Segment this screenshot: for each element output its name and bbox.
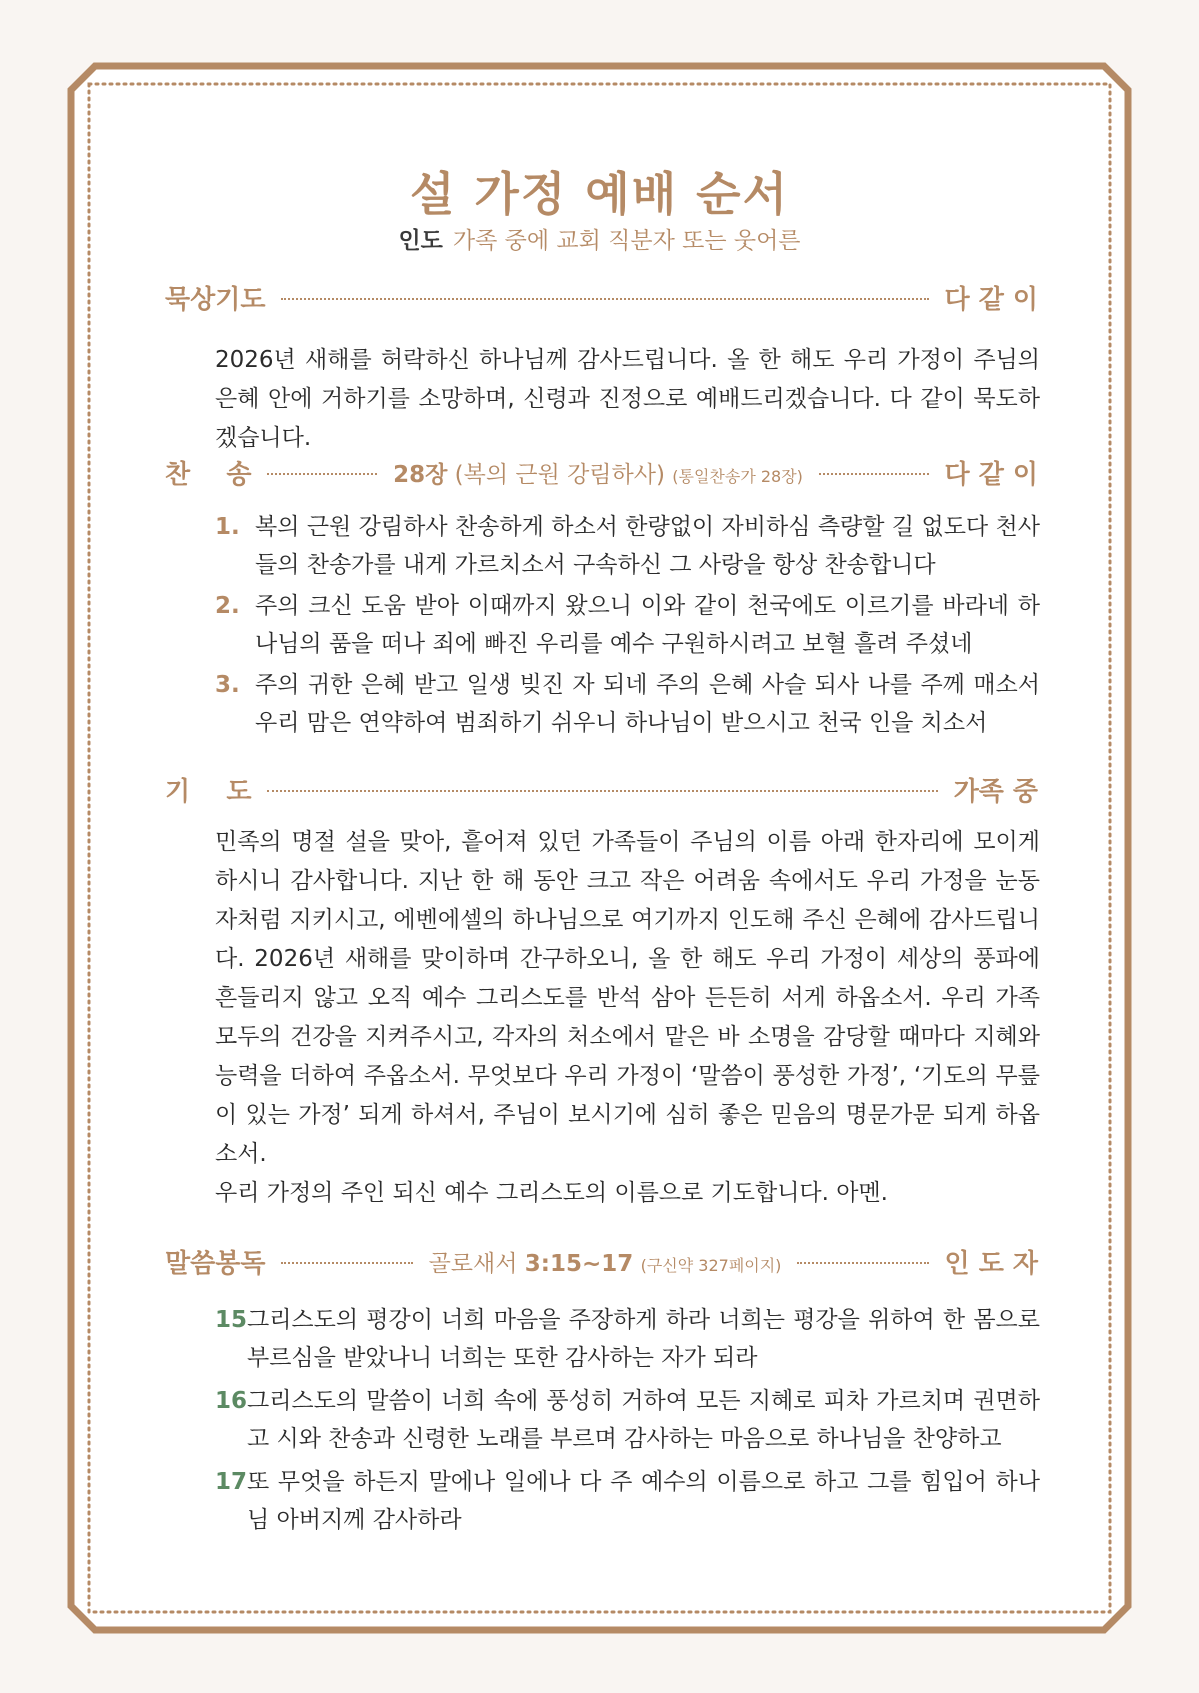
hymn-verse	[215, 587, 1040, 663]
hymn-number: 28장	[393, 461, 448, 488]
section-name: 묵상기도	[165, 284, 266, 315]
section-name: 기 도	[165, 776, 252, 807]
hymn-verse	[215, 666, 1040, 742]
verse-number: 3.	[215, 672, 240, 698]
scripture-verses	[215, 1301, 1040, 1544]
verse-number: 2.	[215, 593, 240, 619]
section-name: 찬 송	[165, 459, 252, 490]
verse-text: 그리스도의 말씀이 너희 속에 풍성히 거하여 모든 지혜로 피차 가르치며 권면하고 시와 찬송과 신령한 노래를 부르며 감사하는 마음으로 하나님을 찬양하고	[247, 1388, 1040, 1452]
dotted-leader	[797, 1262, 928, 1264]
hymn-verse	[215, 508, 1040, 584]
reading-book: 골로새서	[428, 1250, 518, 1277]
dotted-leader	[267, 473, 377, 475]
hymn-unified-number: (통일찬송가 28장)	[672, 466, 803, 486]
verse-number: 16	[215, 1388, 248, 1414]
leader-value: 가족 중에 교회 직분자 또는 웃어른	[452, 228, 801, 254]
reading-page: (구신약 327페이지)	[640, 1255, 782, 1275]
reading-reference: 3:15~17	[524, 1250, 634, 1277]
dotted-leader	[281, 1262, 412, 1264]
dotted-leader	[267, 790, 937, 792]
dotted-leader	[281, 298, 928, 300]
section-prayer-header	[165, 772, 1038, 806]
section-name: 말씀봉독	[165, 1248, 266, 1279]
section-performer: 인 도 자	[944, 1248, 1038, 1279]
reading-info	[429, 1245, 782, 1278]
dotted-leader	[819, 473, 929, 475]
leader-line	[0, 222, 1199, 255]
hymn-verses	[215, 508, 1040, 745]
hymn-title: (복의 근원 강림하사)	[454, 461, 665, 488]
prayer-closing: 우리 가정의 주인 되신 예수 그리스도의 이름으로 기도합니다. 아멘.	[215, 1180, 888, 1206]
hymn-info	[393, 456, 803, 489]
scripture-verse	[215, 1301, 1040, 1377]
leader-label: 인도	[398, 228, 443, 254]
verse-number: 15	[215, 1307, 248, 1333]
verse-text: 주의 크신 도움 받아 이때까지 왔으니 이와 같이 천국에도 이르기를 바라네 하나님의 품을 떠나 죄에 빠진 우리를 예수 구원하시려고 보혈 흘려 주셨네	[255, 593, 1040, 657]
section-performer: 가족 중	[953, 776, 1038, 807]
paragraph: 민족의 명절 설을 맞아, 흩어져 있던 가족들이 주님의 이름 아래 한자리에 모이게 하시니 감사합니다. 지난 한 해 동안 크고 작은 어려움 속에서도 우리 가정을 눈동자처럼 지키시고, 에벤에셀의 하나님으로 여기까지 인도해 주신 은혜에 감사드립니다. 2026년 새해를 맞이하며 간구하오니, 올 한 해도 우리 가정이 세상의 풍파에 흔들리지 않고 오직 예수 그리스도를 반석 삼아 든든히 서게 하옵소서. 우리 가족 모두의 건강을 지켜주시고, 각자의 처소에서 맡은 바 소명을 감당할 때마다 지혜와 능력을 더하여 주옵소서. 무엇보다 우리 가정이 ‘말씀이 풍성한 가정’, ‘기도의 무릎이 있는 가정’ 되게 하셔서, 주님이 보시기에 심히 좋은 믿음의 명문가문 되게 하옵소서.	[215, 829, 1040, 1167]
page-title: 설 가정 예배 순서	[409, 167, 790, 221]
section-performer: 다 같 이	[944, 459, 1038, 490]
paragraph: 2026년 새해를 허락하신 하나님께 감사드립니다. 올 한 해도 우리 가정이 주님의 은혜 안에 거하기를 소망하며, 신령과 진정으로 예배드리겠습니다. 다 같이 묵도하겠습니다.	[215, 347, 1040, 451]
verse-text: 또 무엇을 하든지 말에나 일에나 다 주 예수의 이름으로 하고 그를 힘입어 하나님 아버지께 감사하라	[247, 1469, 1040, 1533]
prayer-text	[215, 823, 1040, 1213]
section-hymn-header	[165, 455, 1038, 489]
verse-text: 그리스도의 평강이 너희 마음을 주장하게 하라 너희는 평강을 위하여 한 몸으로 부르심을 받았나니 너희는 또한 감사하는 자가 되라	[247, 1307, 1040, 1371]
verse-number: 1.	[215, 514, 240, 540]
verse-text: 주의 귀한 은혜 받고 일생 빚진 자 되네 주의 은혜 사슬 되사 나를 주께 매소서 우리 맘은 연약하여 범죄하기 쉬우니 하나님이 받으시고 천국 인을 치소서	[255, 672, 1040, 736]
scripture-verse	[215, 1463, 1040, 1539]
verse-text: 복의 근원 강림하사 찬송하게 하소서 한량없이 자비하심 측량할 길 없도다 천사들의 찬송가를 내게 가르치소서 구속하신 그 사랑을 항상 찬송합니다	[255, 514, 1040, 578]
scripture-verse	[215, 1382, 1040, 1458]
verse-number: 17	[215, 1469, 248, 1495]
section-performer: 다 같 이	[944, 284, 1038, 315]
section-silent-prayer-header	[165, 280, 1038, 314]
silent-prayer-text	[215, 341, 1040, 458]
section-reading-header	[165, 1244, 1038, 1278]
